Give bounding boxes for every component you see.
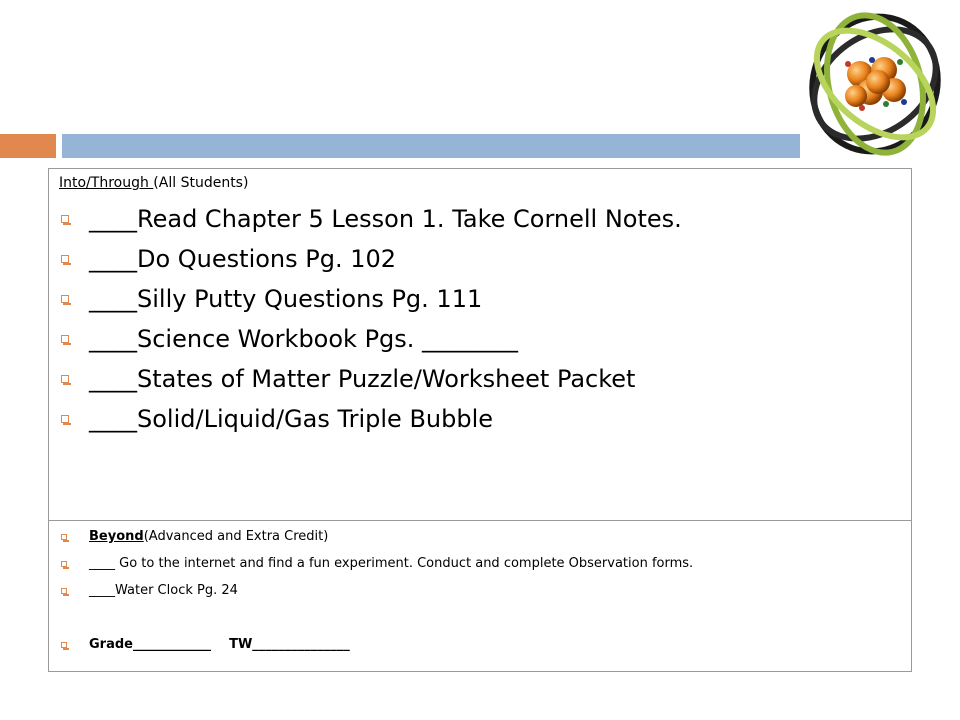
beyond-note: (Advanced and Extra Credit) [143,529,329,544]
task-text: ____Silly Putty Questions Pg. 111 [89,285,483,313]
task-item [61,199,682,239]
beyond-heading [61,529,328,544]
grade-line [61,637,350,652]
grade-line-text: Grade____________ TW_______________ [89,637,350,652]
beyond-item-text: ____ Go to the internet and find a fun experiment. Conduct and complete Observation forms. [89,556,694,571]
accent-bar-orange [0,134,56,158]
atom-logo [800,4,950,158]
checkbox-bullet-icon [61,588,67,594]
checkbox-bullet-icon [61,415,69,423]
task-text: ____Do Questions Pg. 102 [89,245,397,273]
task-text: ____States of Matter Puzzle/Worksheet Packet [89,365,636,393]
checkbox-bullet-icon [61,534,67,540]
task-text: ____Science Workbook Pgs. ________ [89,325,519,353]
section-heading [59,175,248,191]
checkbox-bullet-icon [61,335,69,343]
task-text: ____Read Chapter 5 Lesson 1. Take Cornell Notes. [89,205,682,233]
heading-label: Into/Through [59,175,154,191]
accent-bar-blue [62,134,800,158]
task-text: ____Solid/Liquid/Gas Triple Bubble [89,405,494,433]
beyond-title: Beyond [89,529,144,544]
checkbox-bullet-icon [61,215,69,223]
beyond-item [61,583,238,598]
task-item [61,319,682,359]
beyond-item-text: ____Water Clock Pg. 24 [89,583,238,598]
heading-note: (All Students) [153,175,249,191]
task-item [61,279,682,319]
into-through-section [49,169,911,521]
task-item [61,239,682,279]
checkbox-bullet-icon [61,295,69,303]
task-item [61,359,682,399]
task-item [61,399,682,439]
checkbox-bullet-icon [61,642,67,648]
checkbox-bullet-icon [61,561,67,567]
checkbox-bullet-icon [61,375,69,383]
beyond-item [61,556,693,571]
checkbox-bullet-icon [61,255,69,263]
task-list [61,199,682,439]
assignment-table [48,168,912,672]
